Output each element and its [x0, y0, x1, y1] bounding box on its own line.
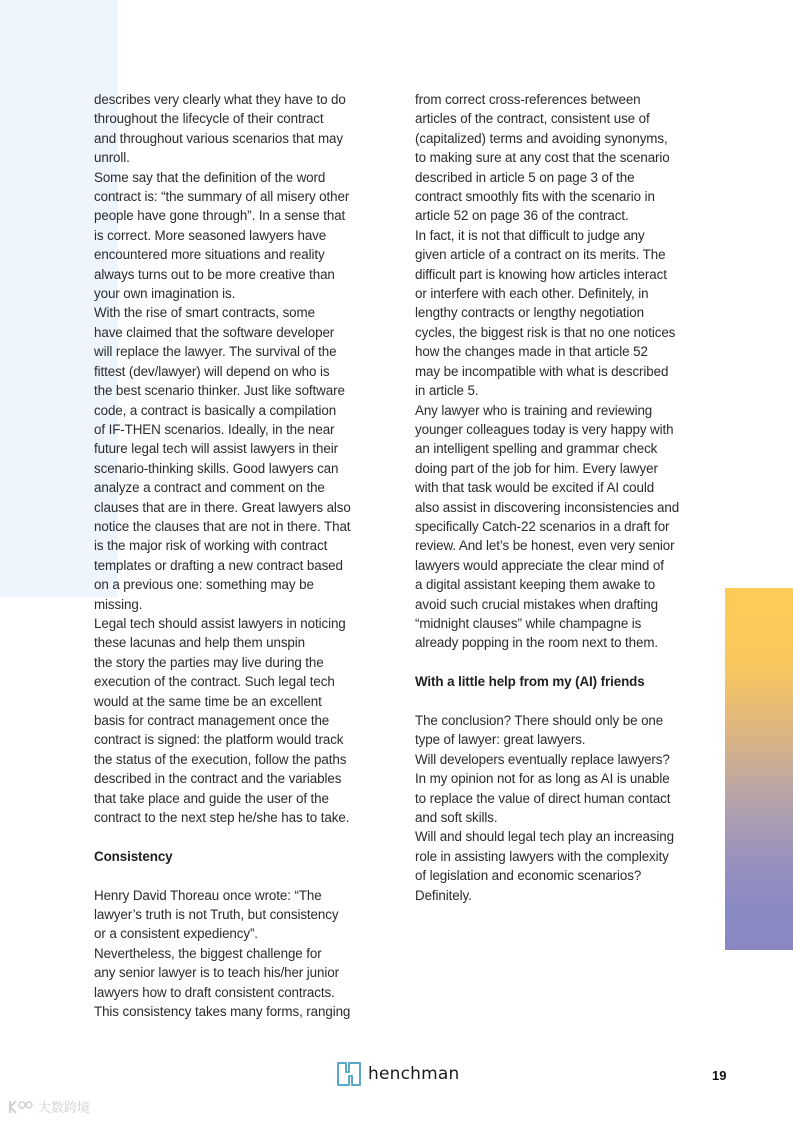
text-line: is the major risk of working with contract [94, 538, 328, 554]
text-line: will replace the lawyer. The survival of the [94, 344, 337, 360]
text-line: encountered more situations and reality [94, 247, 325, 263]
text-line: on a previous one: something may be [94, 577, 314, 593]
text-line: clauses that are in there. Great lawyers also [94, 499, 351, 515]
text-line: scenario-thinking skills. Good lawyers can [94, 460, 339, 476]
text-line: specifically Catch-22 scenarios in a draft for [415, 518, 670, 534]
text-line: In fact, it is not that difficult to judge any [415, 227, 645, 243]
text-line: article 52 on page 36 of the contract. [415, 208, 629, 224]
text-line: of legislation and economic scenarios? [415, 868, 642, 884]
text-line: difficult part is knowing how articles interact [415, 266, 667, 282]
text-line: these lacunas and help them unspin [94, 635, 306, 651]
text-line: doing part of the job for him. Every lawyer [415, 460, 658, 476]
text-line: would at the same time be an excellent [94, 693, 322, 709]
text-line: younger colleagues today is very happy with [415, 421, 674, 437]
text-line: also assist in discovering inconsistencies and [415, 499, 680, 515]
brand-name: henchman [368, 1064, 460, 1084]
text-line: review. And let’s be honest, even very senior [415, 538, 675, 554]
text-line: Henry David Thoreau once wrote: “The [94, 887, 322, 903]
text-line: or a consistent expediency”. [94, 926, 258, 942]
text-line: throughout the lifecycle of their contract [94, 111, 324, 127]
text-line: given article of a contract on its merits. The [415, 247, 666, 263]
text-line: contract smoothly fits with the scenario in [415, 189, 655, 205]
text-line: (capitalized) terms and avoiding synonyms, [415, 130, 668, 146]
right-body-text-after-heading [415, 711, 710, 905]
text-line: lawyers would appreciate the clear mind of [415, 557, 664, 573]
right-text-column [415, 90, 710, 905]
text-line: Definitely. [415, 887, 472, 903]
text-line: contract is: “the summary of all misery other [94, 189, 350, 205]
text-line: lengthy contracts or lengthy negotiation [415, 305, 644, 321]
text-line: The conclusion? There should only be one [415, 712, 664, 728]
text-line: of IF-THEN scenarios. Ideally, in the near [94, 421, 335, 437]
text-line: and soft skills. [415, 810, 498, 825]
left-text-column [94, 90, 384, 1021]
section-heading-consistency: Consistency [94, 848, 173, 864]
text-line: in article 5. [415, 383, 479, 399]
text-line: that take place and guide the user of the [94, 790, 329, 806]
text-line: to making sure at any cost that the scenario [415, 150, 670, 166]
text-line: an intelligent spelling and grammar check [415, 441, 658, 457]
text-line: Will and should legal tech play an increasing [415, 829, 675, 845]
text-line: the best scenario thinker. Just like software [94, 383, 345, 399]
watermark-logo-icon [8, 1100, 34, 1114]
text-line: Any lawyer who is training and reviewing [415, 402, 653, 418]
text-line: contract to the next step he/she has to take. [94, 810, 350, 826]
text-line: describes very clearly what they have to do [94, 92, 346, 107]
text-line: from correct cross-references between [415, 92, 641, 107]
watermark [8, 1097, 90, 1116]
text-line: a digital assistant keeping them awake to [415, 577, 656, 593]
text-line: with that task would be excited if AI could [415, 480, 655, 496]
text-line: With the rise of smart contracts, some [94, 305, 315, 321]
left-body-text [94, 90, 384, 827]
text-line: type of lawyer: great lawyers. [415, 732, 586, 748]
text-line: This consistency takes many forms, ranging [94, 1004, 351, 1020]
text-line: basis for contract management once the [94, 713, 330, 728]
text-line: cycles, the biggest risk is that no one notices [415, 324, 676, 340]
text-line: lawyer’s truth is not Truth, but consistency [94, 907, 339, 923]
text-line: execution of the contract. Such legal tech [94, 674, 335, 690]
text-line: code, a contract is basically a compilation [94, 402, 337, 418]
text-line: “midnight clauses” while champagne is [415, 615, 642, 631]
text-line: Legal tech should assist lawyers in noticing [94, 615, 346, 631]
text-line: future legal tech will assist lawyers in their [94, 441, 338, 457]
text-line: may be incompatible with what is described [415, 363, 669, 379]
text-line: is correct. More seasoned lawyers have [94, 227, 327, 243]
page-number: 19 [712, 1068, 727, 1083]
text-line: described in the contract and the variables [94, 771, 342, 787]
text-line: fittest (dev/lawyer) will depend on who is [94, 363, 330, 379]
text-line: or interfere with each other. Definitely, in [415, 286, 649, 302]
text-line: have claimed that the software developer [94, 324, 335, 340]
text-line: always turns out to be more creative than [94, 266, 335, 282]
text-line: how the changes made in that article 52 [415, 344, 648, 360]
text-line: people have gone through”. In a sense that [94, 208, 346, 224]
text-line: described in article 5 on page 3 of the [415, 169, 635, 185]
section-heading-ai-friends: With a little help from my (AI) friends [415, 674, 645, 690]
text-line: the story the parties may live during the [94, 654, 324, 670]
text-line: lawyers how to draft consistent contracts. [94, 984, 335, 1000]
text-line: analyze a contract and comment on the [94, 480, 325, 496]
text-line: unroll. [94, 150, 130, 166]
text-line: the status of the execution, follow the paths [94, 751, 347, 767]
text-line: missing. [94, 596, 143, 612]
henchman-logo-icon [336, 1061, 362, 1087]
text-line: your own imagination is. [94, 286, 236, 302]
text-line: articles of the contract, consistent use of [415, 111, 650, 127]
watermark-text: 大数跨境 [38, 1100, 91, 1115]
text-line: Will developers eventually replace lawyers? [415, 751, 670, 767]
text-line: notice the clauses that are not in there. That [94, 518, 351, 534]
text-line: avoid such crucial mistakes when drafting [415, 596, 658, 612]
text-line: In my opinion not for as long as AI is unable [415, 771, 670, 787]
decorative-gradient-bar [725, 588, 793, 950]
text-line: Some say that the definition of the word [94, 169, 326, 185]
left-body-text-after-heading [94, 886, 384, 1022]
right-body-text [415, 90, 710, 653]
text-line: and throughout various scenarios that may [94, 130, 343, 146]
text-line: templates or drafting a new contract based [94, 557, 343, 573]
text-line: role in assisting lawyers with the complexity [415, 848, 669, 864]
text-line: any senior lawyer is to teach his/her junior [94, 965, 339, 981]
text-line: contract is signed: the platform would track [94, 732, 344, 748]
footer-brand-logo [336, 1060, 459, 1088]
text-line: Nevertheless, the biggest challenge for [94, 945, 322, 961]
text-line: already popping in the room next to them. [415, 635, 659, 651]
text-line: to replace the value of direct human contact [415, 790, 671, 806]
